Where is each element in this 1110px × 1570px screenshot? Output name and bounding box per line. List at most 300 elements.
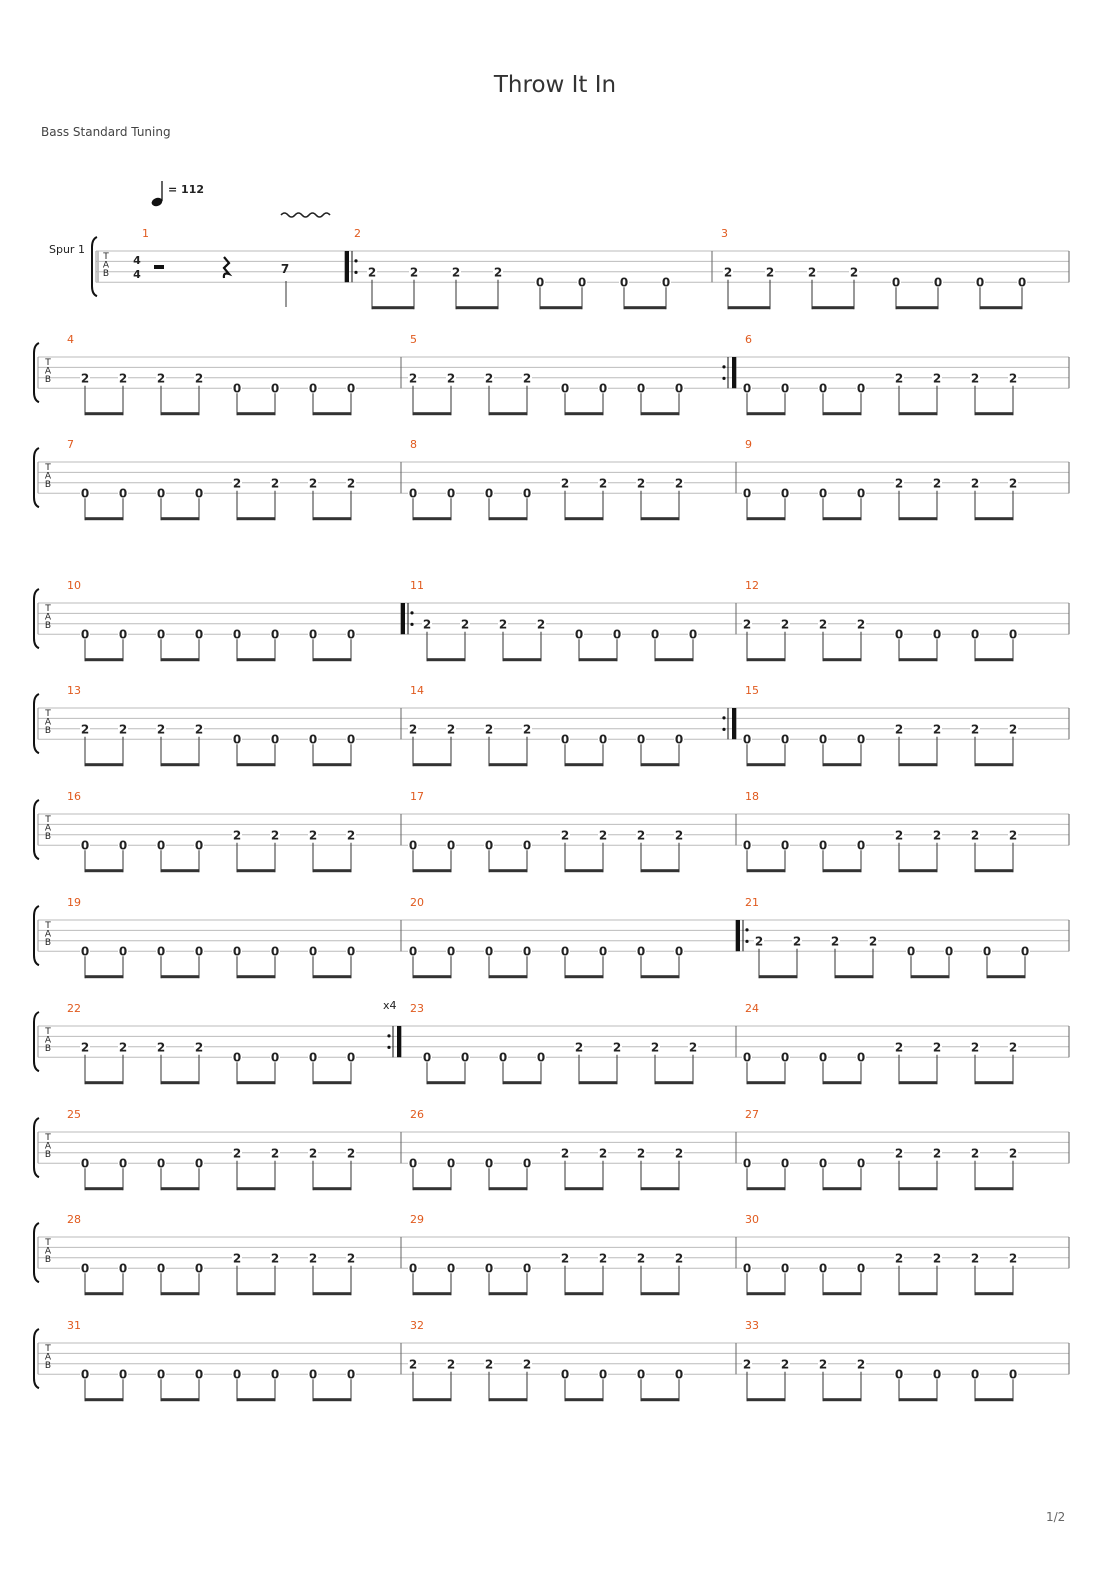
note-beam xyxy=(641,412,679,415)
tab-clef-letter: T xyxy=(45,1238,51,1248)
note-beam xyxy=(579,1081,617,1084)
tab-clef-letter: B xyxy=(44,832,52,842)
repeat-dot xyxy=(745,928,748,931)
tab-note: 0 xyxy=(156,1156,166,1171)
measure-number: 24 xyxy=(745,1002,759,1015)
tab-clef-letter: A xyxy=(44,717,52,728)
note-beam xyxy=(85,763,123,766)
tab-note: 0 xyxy=(346,732,356,747)
tab-clef-letter: B xyxy=(44,1255,52,1265)
note-beam xyxy=(899,1081,937,1084)
tab-note: 2 xyxy=(270,476,280,491)
tab-note: 2 xyxy=(156,371,166,386)
tab-note: 0 xyxy=(780,381,790,396)
tab-note: 2 xyxy=(80,722,90,737)
tab-note: 0 xyxy=(688,627,698,642)
tab-note: 2 xyxy=(522,722,532,737)
note-beam xyxy=(427,658,465,661)
note-beam xyxy=(565,869,603,872)
note-beam xyxy=(237,517,275,520)
tab-clef-letter: A xyxy=(102,260,110,271)
note-beam xyxy=(565,975,603,978)
note-beam xyxy=(655,658,693,661)
tab-note: 0 xyxy=(522,1261,532,1276)
tab-note: 0 xyxy=(80,1156,90,1171)
tab-note: 2 xyxy=(612,1040,622,1055)
tab-note: 2 xyxy=(849,265,859,280)
note-beam xyxy=(812,306,854,309)
note-beam xyxy=(313,1292,351,1295)
half-rest-icon xyxy=(154,265,164,269)
tab-note: 2 xyxy=(308,1251,318,1266)
tab-note: 2 xyxy=(560,476,570,491)
tab-note: 2 xyxy=(346,476,356,491)
tab-note: 0 xyxy=(346,944,356,959)
tab-note: 2 xyxy=(932,722,942,737)
note-beam xyxy=(823,517,861,520)
tab-note: 0 xyxy=(522,944,532,959)
tab-note: 0 xyxy=(118,1261,128,1276)
tab-note: 0 xyxy=(650,627,660,642)
note-beam xyxy=(747,1292,785,1295)
repeat-dot xyxy=(387,1034,390,1037)
tab-clef-letter: B xyxy=(44,1361,52,1371)
note-beam xyxy=(641,975,679,978)
tab-note: 0 xyxy=(598,944,608,959)
note-beam xyxy=(161,763,199,766)
tab-note: 2 xyxy=(894,1146,904,1161)
tab-note: 2 xyxy=(270,828,280,843)
tab-note: 2 xyxy=(1008,722,1018,737)
tab-note: 0 xyxy=(156,627,166,642)
tab-note: 2 xyxy=(422,617,432,632)
tab-note: 0 xyxy=(975,275,985,290)
tab-note: 0 xyxy=(661,275,671,290)
tab-note: 0 xyxy=(535,275,545,290)
note-beam xyxy=(747,1081,785,1084)
note-beam xyxy=(975,763,1013,766)
tab-note: 0 xyxy=(818,732,828,747)
note-beam xyxy=(899,412,937,415)
tab-note: 2 xyxy=(270,1251,280,1266)
tab-note: 2 xyxy=(932,476,942,491)
note-beam xyxy=(896,306,938,309)
tab-note: 2 xyxy=(932,1146,942,1161)
tab-note: 0 xyxy=(742,838,752,853)
tab-note: 2 xyxy=(970,371,980,386)
tab-note: 0 xyxy=(856,486,866,501)
tab-note: 0 xyxy=(636,1367,646,1382)
measure-number: 9 xyxy=(745,438,752,451)
tab-note: 0 xyxy=(232,627,242,642)
tab-note: 0 xyxy=(194,838,204,853)
measure-number: 3 xyxy=(721,227,728,240)
note-beam xyxy=(237,1187,275,1190)
tab-note: 2 xyxy=(894,1040,904,1055)
tab-note: 2 xyxy=(1008,1040,1018,1055)
tab-clef-letter: B xyxy=(44,1150,52,1160)
note-beam xyxy=(823,1292,861,1295)
tab-note: 2 xyxy=(270,1146,280,1161)
repeat-dot xyxy=(410,611,413,614)
tab-note: 2 xyxy=(723,265,733,280)
tab-note: 0 xyxy=(408,1261,418,1276)
tab-note: 0 xyxy=(560,381,570,396)
tab-note: 0 xyxy=(856,732,866,747)
tab-clef-letter: T xyxy=(45,815,51,825)
tab-note: 2 xyxy=(308,1146,318,1161)
tab-clef-letter: B xyxy=(44,726,52,736)
tab-note: 2 xyxy=(932,1040,942,1055)
measure-number: 30 xyxy=(745,1213,759,1226)
note-beam xyxy=(489,517,527,520)
tab-note: 0 xyxy=(446,944,456,959)
measure-number: 28 xyxy=(67,1213,81,1226)
tab-note: 0 xyxy=(446,1156,456,1171)
repeat-dot xyxy=(410,623,413,626)
repeat-dot xyxy=(722,377,725,380)
tab-note: 0 xyxy=(970,1367,980,1382)
measure-number: 14 xyxy=(410,684,424,697)
tab-clef-letter: T xyxy=(45,1133,51,1143)
measure-number: 10 xyxy=(67,579,81,592)
tab-clef-letter: A xyxy=(44,823,52,834)
measure-number: 5 xyxy=(410,333,417,346)
tab-clef-letter: A xyxy=(44,1246,52,1257)
tab-note: 0 xyxy=(780,732,790,747)
note-beam xyxy=(237,658,275,661)
note-beam xyxy=(237,412,275,415)
measure-number: 18 xyxy=(745,790,759,803)
note-beam xyxy=(489,412,527,415)
measure-number: 25 xyxy=(67,1108,81,1121)
tab-note: 0 xyxy=(742,1050,752,1065)
tab-note: 0 xyxy=(346,627,356,642)
measure-number: 1 xyxy=(142,227,149,240)
tab-note: 2 xyxy=(451,265,461,280)
tab-note: 0 xyxy=(674,381,684,396)
repeat-dot xyxy=(387,1046,390,1049)
tab-note: 0 xyxy=(818,486,828,501)
note-beam xyxy=(237,869,275,872)
tab-note: 0 xyxy=(674,944,684,959)
tab-clef-letter: A xyxy=(44,1141,52,1152)
note-beam xyxy=(565,412,603,415)
note-beam xyxy=(85,869,123,872)
note-beam xyxy=(85,1292,123,1295)
note-beam xyxy=(313,763,351,766)
repeat-count: x4 xyxy=(383,999,397,1012)
tab-note: 2 xyxy=(346,1251,356,1266)
tab-note: 2 xyxy=(970,476,980,491)
tab-note: 0 xyxy=(460,1050,470,1065)
measure-number: 27 xyxy=(745,1108,759,1121)
tab-note: 0 xyxy=(484,1261,494,1276)
tab-note: 2 xyxy=(674,1146,684,1161)
note-beam xyxy=(899,1398,937,1401)
note-beam xyxy=(85,412,123,415)
note-beam xyxy=(413,517,451,520)
tab-note: 2 xyxy=(1008,828,1018,843)
measure-number: 26 xyxy=(410,1108,424,1121)
tab-note: 0 xyxy=(80,838,90,853)
repeat-start-thick xyxy=(345,251,349,282)
measure-number: 13 xyxy=(67,684,81,697)
note-beam xyxy=(823,1187,861,1190)
note-beam xyxy=(823,1398,861,1401)
tab-note: 0 xyxy=(308,627,318,642)
tab-note: 2 xyxy=(780,1357,790,1372)
tab-note: 0 xyxy=(194,1156,204,1171)
note-beam xyxy=(161,975,199,978)
note-beam xyxy=(975,1081,1013,1084)
tab-note: 0 xyxy=(970,627,980,642)
note-beam xyxy=(313,1398,351,1401)
time-signature-top: 4 xyxy=(133,254,141,267)
note-beam xyxy=(975,517,1013,520)
tab-note: 0 xyxy=(446,1261,456,1276)
tab-note: 0 xyxy=(598,732,608,747)
tab-note: 2 xyxy=(818,617,828,632)
tab-note: 0 xyxy=(742,486,752,501)
note-beam xyxy=(759,975,797,978)
tab-note: 2 xyxy=(560,1251,570,1266)
note-beam xyxy=(975,1187,1013,1190)
measure-number: 32 xyxy=(410,1319,424,1332)
tab-note: 0 xyxy=(780,1050,790,1065)
tab-note: 0 xyxy=(118,486,128,501)
tab-note: 0 xyxy=(408,1156,418,1171)
tab-clef-letter: A xyxy=(44,471,52,482)
tab-note: 0 xyxy=(194,1367,204,1382)
tab-note: 2 xyxy=(408,722,418,737)
tab-note: 0 xyxy=(742,381,752,396)
tab-note: 0 xyxy=(742,1261,752,1276)
tab-note: 0 xyxy=(522,486,532,501)
tab-clef-letter: T xyxy=(45,1344,51,1354)
tab-note: 0 xyxy=(856,1261,866,1276)
note-beam xyxy=(237,1292,275,1295)
note-beam xyxy=(161,412,199,415)
note-beam xyxy=(641,869,679,872)
tab-note: 0 xyxy=(308,732,318,747)
tab-note: 2 xyxy=(674,1251,684,1266)
tab-note: 2 xyxy=(856,1357,866,1372)
note-beam xyxy=(503,1081,541,1084)
tab-note: 0 xyxy=(856,838,866,853)
tab-note: 2 xyxy=(970,1251,980,1266)
tab-note: 0 xyxy=(484,1156,494,1171)
tab-note: 0 xyxy=(156,944,166,959)
note-beam xyxy=(85,517,123,520)
tab-note: 0 xyxy=(674,1367,684,1382)
note-beam xyxy=(980,306,1022,309)
note-beam xyxy=(899,763,937,766)
tab-clef-letter: B xyxy=(44,1044,52,1054)
measure-number: 15 xyxy=(745,684,759,697)
note-beam xyxy=(747,412,785,415)
quarter-rest-icon xyxy=(224,257,229,278)
measure-number: 17 xyxy=(410,790,424,803)
tab-note: 2 xyxy=(636,1251,646,1266)
tab-note: 2 xyxy=(894,476,904,491)
note-beam xyxy=(313,1187,351,1190)
note-beam xyxy=(85,1081,123,1084)
tab-note: 2 xyxy=(536,617,546,632)
note-beam xyxy=(899,658,937,661)
tab-note: 0 xyxy=(742,732,752,747)
tab-note: 0 xyxy=(560,944,570,959)
note-beam xyxy=(489,1292,527,1295)
tab-note: 2 xyxy=(156,1040,166,1055)
tab-note: 0 xyxy=(408,838,418,853)
note-beam xyxy=(372,306,414,309)
tab-note: 0 xyxy=(484,838,494,853)
note-beam xyxy=(161,517,199,520)
tab-clef-letter: B xyxy=(44,938,52,948)
note-beam xyxy=(823,763,861,766)
note-beam xyxy=(85,1187,123,1190)
tab-note: 2 xyxy=(346,828,356,843)
note-beam xyxy=(456,306,498,309)
tab-note: 2 xyxy=(560,1146,570,1161)
tab-note: 2 xyxy=(522,1357,532,1372)
repeat-end-thick xyxy=(732,708,736,739)
tab-note: 0 xyxy=(232,944,242,959)
tab-note: 2 xyxy=(574,1040,584,1055)
measure-number: 16 xyxy=(67,790,81,803)
tab-note: 0 xyxy=(636,944,646,959)
note-beam xyxy=(641,517,679,520)
note-beam xyxy=(747,517,785,520)
note-beam xyxy=(413,763,451,766)
tab-note: 0 xyxy=(232,1367,242,1382)
tab-note: 2 xyxy=(367,265,377,280)
repeat-dot xyxy=(745,940,748,943)
tab-note: 2 xyxy=(932,828,942,843)
tab-note: 0 xyxy=(982,944,992,959)
tab-note: 0 xyxy=(232,1050,242,1065)
tab-note: 0 xyxy=(598,381,608,396)
tab-note: 2 xyxy=(598,828,608,843)
tab-note: 0 xyxy=(818,838,828,853)
note-beam xyxy=(161,658,199,661)
repeat-end-thick xyxy=(397,1026,401,1057)
note-beam xyxy=(987,975,1025,978)
note-beam xyxy=(899,1292,937,1295)
tab-note: 2 xyxy=(742,617,752,632)
tab-note: 2 xyxy=(446,722,456,737)
tab-clef-letter: B xyxy=(44,480,52,490)
measure-number: 23 xyxy=(410,1002,424,1015)
tab-note: 2 xyxy=(894,371,904,386)
tab-note: 2 xyxy=(970,722,980,737)
tab-note: 0 xyxy=(536,1050,546,1065)
note-beam xyxy=(413,869,451,872)
tab-note: 0 xyxy=(933,275,943,290)
tab-note: 0 xyxy=(408,486,418,501)
note-beam xyxy=(975,869,1013,872)
page-number: 1/2 xyxy=(1046,1510,1066,1524)
tab-note: 2 xyxy=(232,828,242,843)
measure-number: 33 xyxy=(745,1319,759,1332)
tab-note: 0 xyxy=(270,1367,280,1382)
note-beam xyxy=(313,1081,351,1084)
tab-note: 0 xyxy=(156,1367,166,1382)
tab-note: 0 xyxy=(856,1050,866,1065)
track-name: Spur 1 xyxy=(49,243,85,256)
tab-note: 2 xyxy=(409,265,419,280)
tab-note: 2 xyxy=(636,1146,646,1161)
tab-note: 0 xyxy=(156,838,166,853)
measure-number: 2 xyxy=(354,227,361,240)
tab-note: 0 xyxy=(270,944,280,959)
tab-note: 2 xyxy=(688,1040,698,1055)
tab-note: 0 xyxy=(894,627,904,642)
tab-note: 2 xyxy=(493,265,503,280)
measure-number: 12 xyxy=(745,579,759,592)
tab-clef-letter: B xyxy=(44,621,52,631)
note-beam xyxy=(237,1081,275,1084)
tab-note: 0 xyxy=(194,486,204,501)
note-beam xyxy=(489,1398,527,1401)
note-beam xyxy=(823,658,861,661)
note-beam xyxy=(641,1187,679,1190)
note-beam xyxy=(565,517,603,520)
note-beam xyxy=(899,517,937,520)
tab-note: 2 xyxy=(636,828,646,843)
tab-note: 0 xyxy=(522,1156,532,1171)
tab-note: 2 xyxy=(80,371,90,386)
note-beam xyxy=(823,412,861,415)
tab-note: 2 xyxy=(598,1251,608,1266)
tab-note: 2 xyxy=(765,265,775,280)
tab-note: 0 xyxy=(1008,627,1018,642)
note-beam xyxy=(641,763,679,766)
tab-note: 0 xyxy=(780,838,790,853)
tab-note: 2 xyxy=(598,1146,608,1161)
tab-note: 2 xyxy=(446,371,456,386)
tab-note: 2 xyxy=(80,1040,90,1055)
tab-note: 0 xyxy=(346,1050,356,1065)
tab-note: 7 xyxy=(280,262,290,276)
measure-number: 21 xyxy=(745,896,759,909)
tab-clef-letter: T xyxy=(45,604,51,614)
note-beam xyxy=(540,306,582,309)
note-beam xyxy=(911,975,949,978)
tab-note: 0 xyxy=(80,1367,90,1382)
tab-note: 0 xyxy=(598,1367,608,1382)
tab-note: 2 xyxy=(194,371,204,386)
tab-note: 0 xyxy=(780,1156,790,1171)
note-beam xyxy=(899,869,937,872)
tab-note: 2 xyxy=(650,1040,660,1055)
tab-note: 2 xyxy=(498,617,508,632)
tab-note: 2 xyxy=(598,476,608,491)
tab-note: 2 xyxy=(232,1146,242,1161)
tab-note: 0 xyxy=(674,732,684,747)
note-beam xyxy=(503,658,541,661)
note-beam xyxy=(823,1081,861,1084)
measure-number: 31 xyxy=(67,1319,81,1332)
tab-note: 0 xyxy=(636,381,646,396)
tab-note: 0 xyxy=(270,627,280,642)
tab-note: 0 xyxy=(80,486,90,501)
tab-note: 0 xyxy=(856,1156,866,1171)
tab-note: 2 xyxy=(308,828,318,843)
tab-note: 0 xyxy=(156,486,166,501)
tab-note: 2 xyxy=(754,934,764,949)
